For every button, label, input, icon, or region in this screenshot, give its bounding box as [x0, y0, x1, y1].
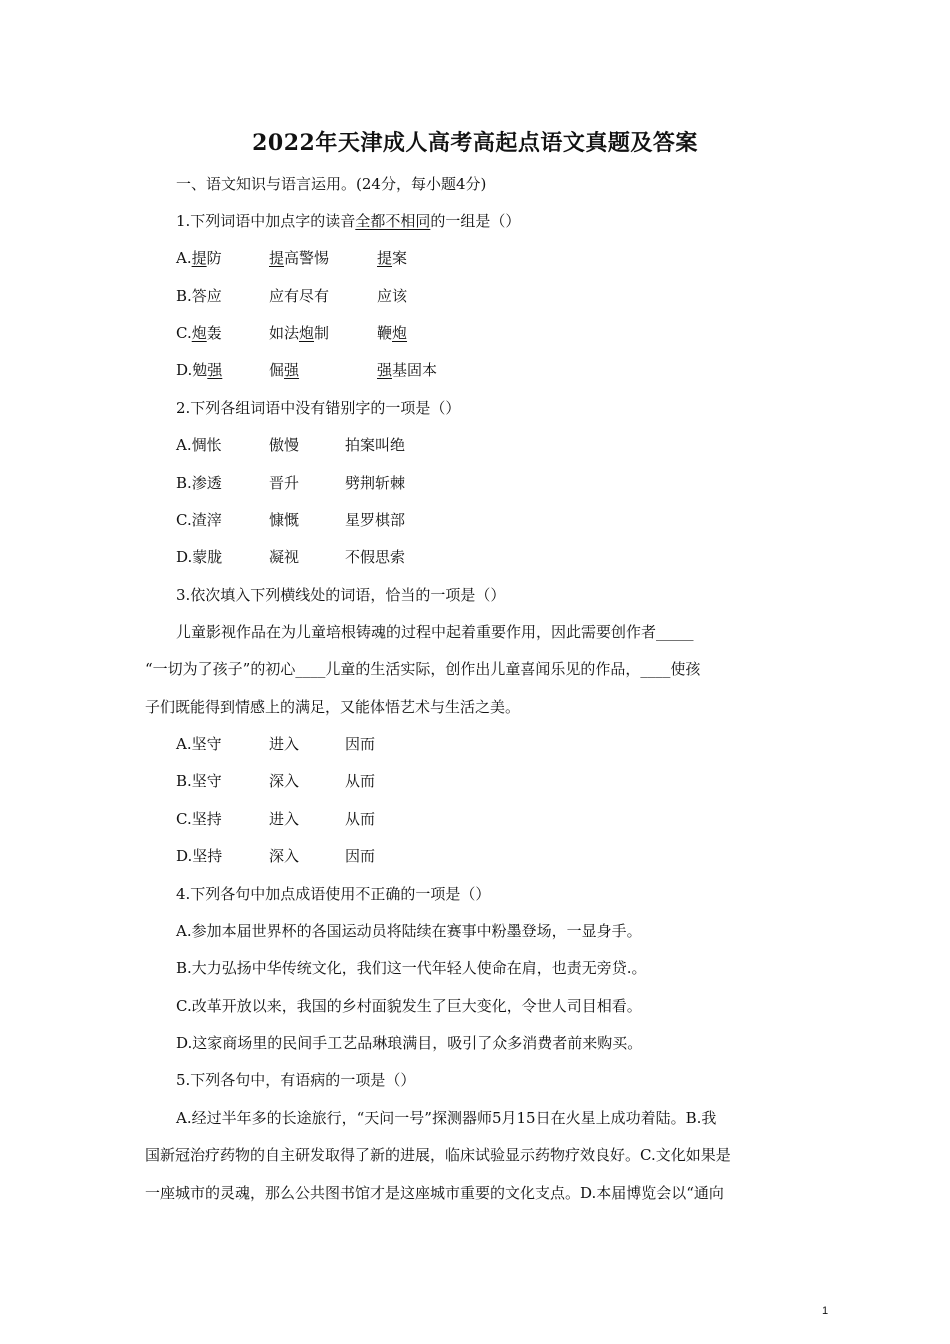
option-word: 提高警惕: [269, 249, 330, 267]
q4-option: A.参加本届世界杯的各国运动员将陆续在赛事中粉墨登场，一显身手。: [176, 922, 642, 940]
q5-text-line: 一座城市的灵魂，那么公共图书馆才是这座城市重要的文化支点。D.本届博览会以“通向: [145, 1184, 724, 1202]
option-word: 星罗棋部: [345, 511, 406, 529]
q5-stem: 5.下列各句中，有语病的一项是（）: [176, 1071, 416, 1089]
q3-passage-line: 儿童影视作品在为儿童培根铸魂的过程中起着重要作用，因此需要创作者_____: [176, 623, 694, 641]
q2-stem: 2.下列各组词语中没有错别字的一项是（）: [176, 399, 461, 417]
option-word: 进入: [269, 810, 300, 828]
option-word: 深入: [269, 847, 300, 865]
option-word: B.渗透: [176, 474, 222, 492]
option-word: A.提防: [176, 249, 222, 267]
option-word: D.蒙胧: [176, 548, 223, 566]
option-word: 劈荆斩棘: [345, 474, 406, 492]
q3-option: [176, 771, 375, 791]
option-word: 晋升: [269, 474, 300, 492]
option-word: 倔强: [269, 361, 300, 379]
q1-option: [176, 360, 437, 380]
option-word: B.坚守: [176, 772, 222, 790]
option-word: 提案: [377, 249, 408, 267]
option-word: 慷慨: [269, 511, 300, 529]
option-word: 鞭炮: [377, 324, 408, 342]
q3-option: [176, 809, 375, 829]
option-word: A.坚守: [176, 735, 222, 753]
option-word: 进入: [269, 735, 300, 753]
option-word: 因而: [345, 847, 376, 865]
q3-option: [176, 846, 375, 866]
q5-text-line: A.经过半年多的长途旅行，“天问一号”探测器师5月15日在火星上成功着陆。B.我: [176, 1109, 717, 1127]
option-word: 应有尽有: [269, 287, 330, 305]
q4-option: C.改革开放以来，我国的乡村面貌发生了巨大变化，令世人司目相看。: [176, 997, 642, 1015]
q1-option: [176, 323, 407, 343]
q3-stem: 3.依次填入下列横线处的词语，恰当的一项是（）: [176, 586, 506, 604]
q3-option: [176, 734, 375, 754]
option-word: D.勉强: [176, 361, 223, 379]
document-title: 2022年天津成人高考高起点语文真题及答案: [252, 130, 698, 156]
q3-passage-line: 子们既能得到情感上的满足，又能体悟艺术与生活之美。: [145, 698, 521, 716]
q2-option: [176, 473, 405, 493]
option-word: C.炮轰: [176, 324, 222, 342]
option-word: 傲慢: [269, 436, 300, 454]
option-word: 拍案叫绝: [345, 436, 406, 454]
option-word: B.答应: [176, 287, 222, 305]
option-word: 应该: [377, 287, 408, 305]
option-word: C.坚持: [176, 810, 222, 828]
option-word: A.惆怅: [176, 436, 222, 454]
option-word: 因而: [345, 735, 376, 753]
q4-option: B.大力弘扬中华传统文化，我们这一代年轻人使命在肩，也责无旁贷.。: [176, 959, 647, 977]
option-word: 深入: [269, 772, 300, 790]
q5-text-line: 国新冠治疗药物的自主研发取得了新的进展，临床试验显示药物疗效良好。C.文化如果是: [145, 1146, 731, 1164]
q1-option: [176, 248, 407, 268]
option-word: 从而: [345, 772, 376, 790]
option-word: C.渣滓: [176, 511, 222, 529]
q4-stem: 4.下列各句中加点成语使用不正确的一项是（）: [176, 885, 491, 903]
option-word: 从而: [345, 810, 376, 828]
q3-passage-line: “一切为了孩子”的初心____儿童的生活实际，创作出儿童喜闻乐见的作品，____使孩: [145, 660, 701, 678]
option-word: 如法炮制: [269, 324, 330, 342]
q1-stem: 1.下列词语中加点字的读音全都不相同的一组是（）: [176, 212, 521, 230]
q2-option: [176, 435, 405, 455]
q1-option: [176, 286, 407, 306]
q4-option: D.这家商场里的民间手工艺品琳琅满目，吸引了众多消费者前来购买。: [176, 1034, 643, 1052]
option-word: D.坚持: [176, 847, 223, 865]
page-number: 1: [822, 1305, 829, 1317]
section-heading: 一、语文知识与语言运用。(24分，每小题4分): [176, 175, 487, 193]
q2-option: [176, 547, 405, 567]
q2-option: [176, 510, 405, 530]
option-word: 凝视: [269, 548, 300, 566]
option-word: 强基固本: [377, 361, 438, 379]
option-word: 不假思索: [345, 548, 406, 566]
